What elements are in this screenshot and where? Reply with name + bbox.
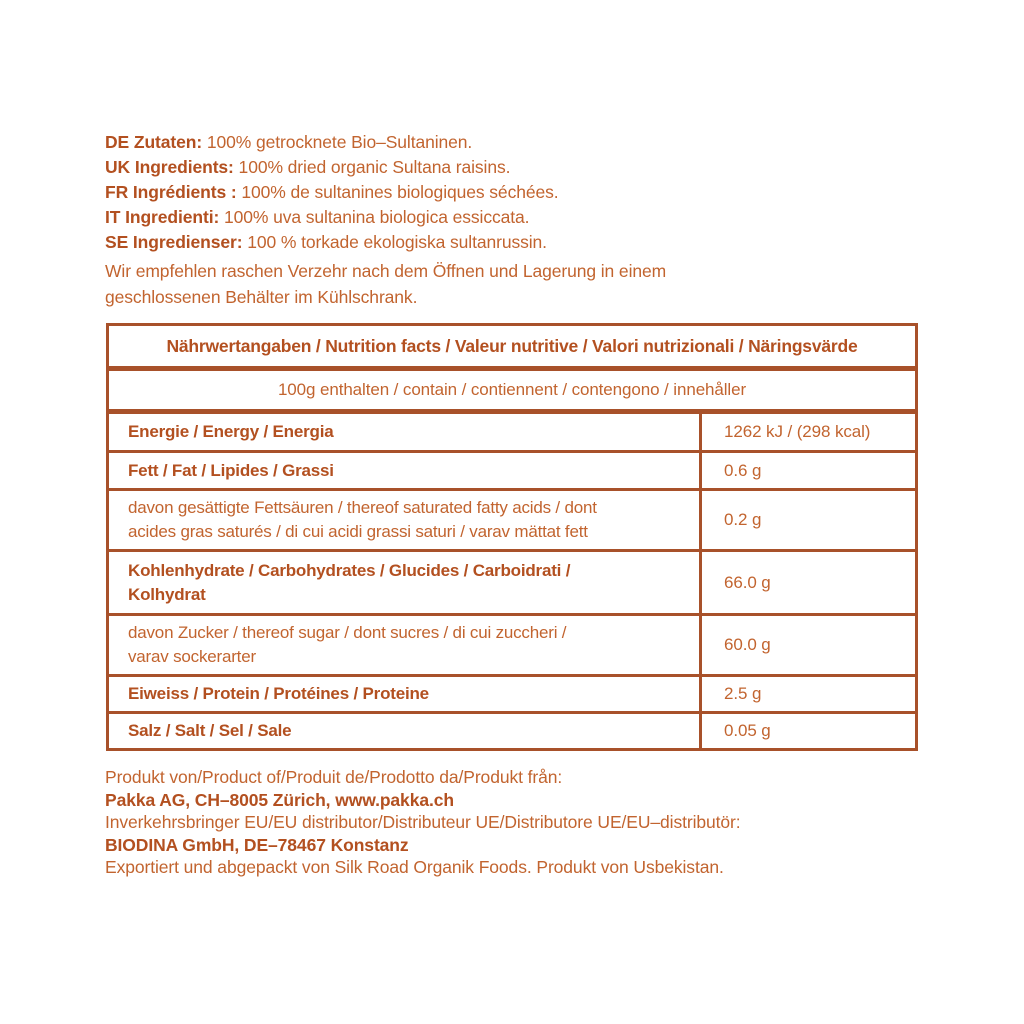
ingredients-lang-label-fr: FR Ingrédients : — [105, 182, 237, 202]
ingredients-line-uk — [105, 155, 559, 180]
ingredients-lang-label-uk: UK Ingredients: — [105, 157, 234, 177]
table-row-fat — [109, 453, 915, 491]
nutrition-table-subtitle: 100g enthalten / contain / contiennent / contengono / innehåller — [109, 371, 915, 414]
row-label-salt: Salz / Salt / Sel / Sale — [109, 714, 702, 748]
row-value-fat: 0.6 g — [724, 460, 762, 480]
row-label-saturated-fat: davon gesättigte Fettsäuren / thereof saturated fatty acids / dont acides gras saturés / di cui acidi grassi saturi / varav mättat fett — [109, 491, 702, 549]
distributor-name: BIODINA GmbH, DE–78467 Konstanz — [105, 834, 409, 855]
storage-note-line-2: geschlossenen Behälter im Kühlschrank. — [105, 287, 418, 307]
row-value-saturated-fat: 0.2 g — [724, 510, 762, 529]
table-row-saturated-fat — [109, 491, 915, 552]
nutrition-table-title: Nährwertangaben / Nutrition facts / Valeur nutritive / Valori nutrizionali / Näringsvärde — [109, 326, 915, 371]
row-label-energy: Energie / Energy / Energia — [109, 414, 702, 450]
ingredients-lang-label-se: SE Ingredienser: — [105, 232, 243, 252]
row-label-fat: Fett / Fat / Lipides / Grassi — [109, 453, 702, 488]
origin-block — [105, 766, 741, 879]
ingredients-lang-label-de: DE Zutaten: — [105, 132, 203, 152]
row-label-protein: Eiweiss / Protein / Protéines / Proteine — [109, 677, 702, 711]
table-row-energy — [109, 414, 915, 453]
table-row-carbohydrates — [109, 552, 915, 616]
ingredients-text-it: 100% uva sultanina biologica essiccata. — [219, 207, 530, 227]
ingredients-text-se: 100 % torkade ekologiska sultanrussin. — [242, 232, 547, 252]
row-value-salt: 0.05 g — [724, 721, 771, 740]
ingredients-lang-label-it: IT Ingredienti: — [105, 207, 220, 227]
ingredients-line-fr — [105, 180, 559, 205]
table-row-salt — [109, 714, 915, 748]
ingredients-text-uk: 100% dried organic Sultana raisins. — [233, 157, 511, 177]
table-row-sugar — [109, 616, 915, 677]
ingredients-block — [105, 130, 559, 255]
storage-note — [105, 258, 666, 310]
row-value-protein: 2.5 g — [724, 684, 762, 703]
ingredients-text-fr: 100% de sultanines biologiques séchées. — [236, 182, 559, 202]
producer-intro: Produkt von/Product of/Produit de/Prodotto da/Produkt från: — [105, 767, 563, 787]
row-label-carbohydrates: Kohlenhydrate / Carbohydrates / Glucides / Carboidrati / Kolhydrat — [109, 552, 702, 613]
storage-note-line-1: Wir empfehlen raschen Verzehr nach dem Öffnen und Lagerung in einem — [105, 261, 667, 281]
row-value-sugar: 60.0 g — [724, 635, 771, 654]
ingredients-line-se — [105, 230, 559, 255]
table-row-protein — [109, 677, 915, 714]
row-value-energy: 1262 kJ / (298 kcal) — [724, 422, 871, 441]
ingredients-line-it — [105, 205, 559, 230]
distributor-intro: Inverkehrsbringer EU/EU distributor/Distributeur UE/Distributore UE/EU–distributör: — [105, 812, 741, 832]
export-note: Exportiert und abgepackt von Silk Road Organik Foods. Produkt von Usbekistan. — [105, 857, 724, 877]
producer-name: Pakka AG, CH–8005 Zürich, www.pakka.ch — [105, 789, 454, 810]
ingredients-line-de — [105, 130, 559, 155]
row-value-carbohydrates: 66.0 g — [724, 572, 771, 592]
row-label-sugar: davon Zucker / thereof sugar / dont sucres / di cui zuccheri / varav sockerarter — [109, 616, 702, 674]
nutrition-table — [106, 323, 918, 751]
ingredients-text-de: 100% getrocknete Bio–Sultaninen. — [202, 132, 473, 152]
